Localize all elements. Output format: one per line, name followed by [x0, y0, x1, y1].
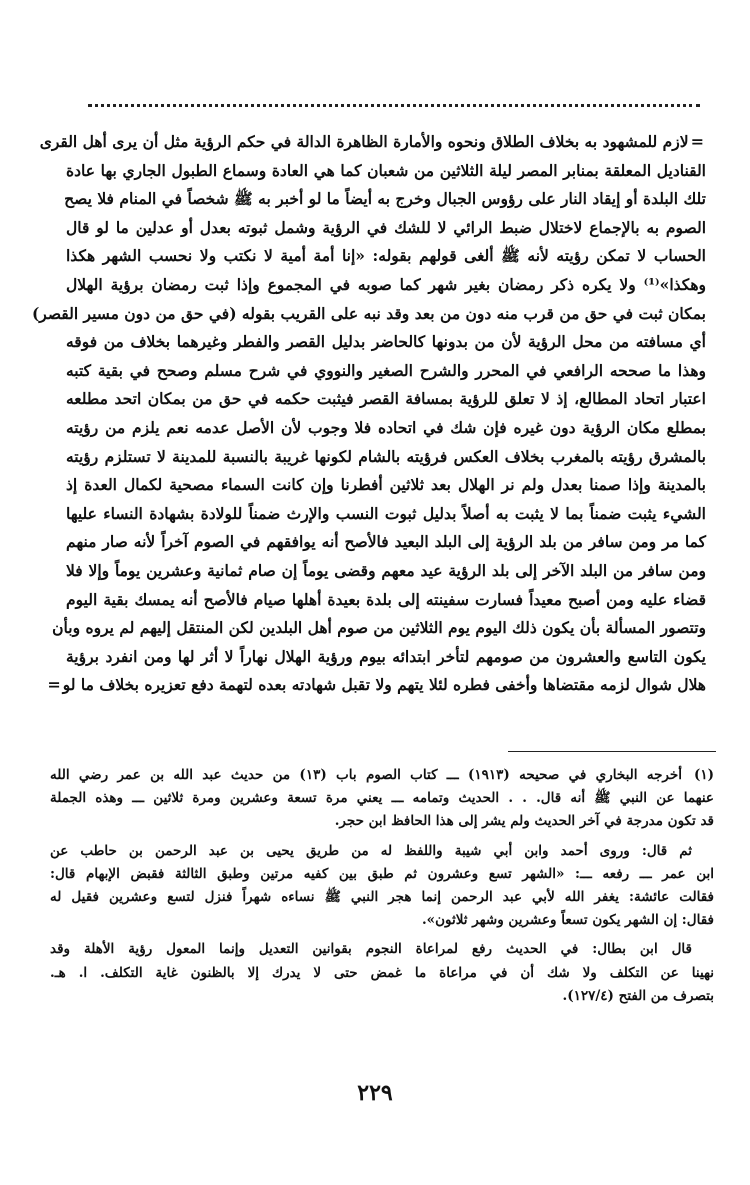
- footnote-number: (١): [693, 767, 715, 783]
- footnotes: [50, 764, 714, 1008]
- main-text-line: تلك البلدة أو إيقاد النار على رؤوس الجبال وخرج به أيضاً ما لو أخبر به ﷺ شخصاً في المنام فلا يصح: [64, 189, 706, 209]
- main-text-line: وهذا ما صححه الرافعي في المحرر والشرح الصغير والنووي في شرح مسلم وصحح في بقية كتبه: [66, 360, 706, 380]
- main-text-line: أي مسافته من محل الرؤية لأن من بدونها كالحاضر بدليل القصر والفطر وغيرهما بخلاف من فوقه: [66, 332, 706, 352]
- footnote-separator-rule: [508, 751, 716, 752]
- main-text-line: قضاء عليه ومن أصبح معيداً فسارت سفينته إلى بلدة بعيدة أهلها صيام فالأصح أنه يمسك بقية اليوم: [66, 589, 706, 609]
- continuation-mark: =: [690, 132, 704, 151]
- main-text-line: القناديل المعلقة بمنابر المصر ليلة الثلاثين من شعبان كما هي العادة وسماع الطبول الجاري بها عادة: [66, 160, 706, 180]
- header-dotted-rule: [88, 104, 700, 107]
- footnote-line: قد تكون مدرجة في آخر الحديث ولم يشر إلى هذا الحافظ ابن حجر.: [334, 813, 714, 830]
- main-text-line: بمطلع مكان الرؤية دون غيره فإن شك في اتحاده فلا وجوب لأن الأصل عدمه نعم يلزم من رؤيته: [66, 417, 706, 437]
- main-text-line: بمكان ثبت في حق من قرب منه دون من بعد وقد نبه على القريب بقوله (في حق من دون مسير القصر): [31, 303, 706, 323]
- main-text-line: الشيء يثبت ضمناً بما لا يثبت به أصلاً بدليل ثبوت النسب والإرث ضمناً للولادة بشهادة النساء عليها: [66, 503, 706, 523]
- footnote-line: نهينا عن التكلف ولا شك أن في مراعاة ما غمض حتى لا يدرك إلا بالظنون غاية التكلف. ا. هـ.: [50, 964, 714, 981]
- main-text-line: يكون التاسع والعشرون من صومهم لتأخر ابتدائه بيوم ورؤية الهلال نهاراً لا أثر لها ومن انفرد برؤية: [66, 646, 706, 666]
- footnote-line: فقال: إن الشهر يكون تسعاً وعشرين وشهر ثلاثون».: [421, 912, 714, 929]
- main-text-line: =لازم للمشهود به بخلاف الطلاق ونحوه والأمارة الظاهرة الدالة في حكم الرؤية مثل أن يرى أهل القرى: [39, 132, 704, 151]
- main-text-line: هلال شوال لزمه مقتضاها وأخفى فطره لئلا يتهم ولا تقبل شهادته بعده لتهمة دفع تعزيره بخلاف ما لو=: [47, 675, 706, 695]
- main-text-line: ومن سافر من البلد الآخر إلى بلد الرؤية عيد معهم وقضى يوماً إن صام ثمانية وعشرين يوماً وإلا فلا: [66, 560, 706, 580]
- footnote-line: ثم قال: وروى أحمد وابن أبي شيبة واللفظ له من طريق يحيى بن عبد الرحمن بن حاطب عن: [50, 842, 692, 859]
- footnote-line: فقالت عائشة: يغفر الله لأبي عبد الرحمن إنما هجر النبي ﷺ نساءه شهراً فنزل لتسع وعشرين فقيل له: [50, 888, 714, 905]
- main-text-line: كما مر ومن سافر من بلد الرؤية إلى البلد البعيد فالأصح أنه يوافقهم في الصوم آخراً لأنه صار منهم: [66, 532, 706, 552]
- footnote-line: بتصرف من الفتح (١٢٧/٤).: [562, 987, 714, 1004]
- main-text-line: وتتصور المسألة بأن يكون ذلك اليوم يوم الثلاثين من صوم أهل البلدين لكن المنتقل إليهم لم يروه وبأن: [52, 618, 706, 638]
- footnote-line: ابن عمر ـــ رفعه ـــ: «الشهر تسع وعشرون ثم طبق بين كفيه مرتين وطبق الثالثة فقبض الإبهام قال:: [50, 865, 714, 882]
- footnote-line: قال ابن بطال: في الحديث رفع لمراعاة النجوم بقوانين التعديل وإنما المعول رؤية الأهلة وقد: [50, 941, 692, 958]
- main-text-line: اعتبار اتحاد المطالع، إذ لا تعلق للرؤية بمسافة القصر فيثبت حكمه في حق من بمكان اتحد مطلعه: [66, 389, 706, 409]
- main-text-line: الصوم به بالإجماع لاختلال ضبط الرائي لا للشك في الرؤية وشمل ثبوته بعدل أو عدلين ما لو قال: [66, 217, 706, 237]
- footnote-line: (١)أخرجه البخاري في صحيحه (١٩١٣) ـــ كتاب الصوم باب (١٣) من حديث عبد الله بن عمر رضي الله: [50, 767, 715, 783]
- main-text-line: بالمشرق رؤيته بالمغرب بخلاف العكس فرؤيته بالشام لكونها غريبة بالنسبة للمدينة لا تستلزم رؤيته: [66, 446, 706, 466]
- continuation-mark: =: [47, 675, 61, 695]
- main-text-line: وهكذا»⁽¹⁾ ولا يكره ذكر رمضان بغير شهر كما صوبه في المجموع وإذا ثبت رمضان برؤية الهلال: [66, 274, 706, 294]
- main-text-line: بالمدينة وإذا صمنا بعدل ولم نر الهلال بعد ثلاثين أفطرنا وإن كانت السماء مصحية لكمال العدة إذ: [66, 475, 706, 495]
- main-text: [31, 128, 706, 700]
- main-text-line: الحساب لا تمكن رؤيته لأنه ﷺ ألغى قولهم بقوله: «إنا أمة أمية لا نكتب ولا نحسب الشهر هكذا: [66, 246, 706, 266]
- page-number: ٢٢٩: [357, 1080, 393, 1106]
- footnote-line: عنهما عن النبي ﷺ أنه قال. . . الحديث وتمامه ـــ يعني مرة تسعة وعشرين ومرة ثلاثين ـــ وهذه الجملة: [50, 790, 714, 807]
